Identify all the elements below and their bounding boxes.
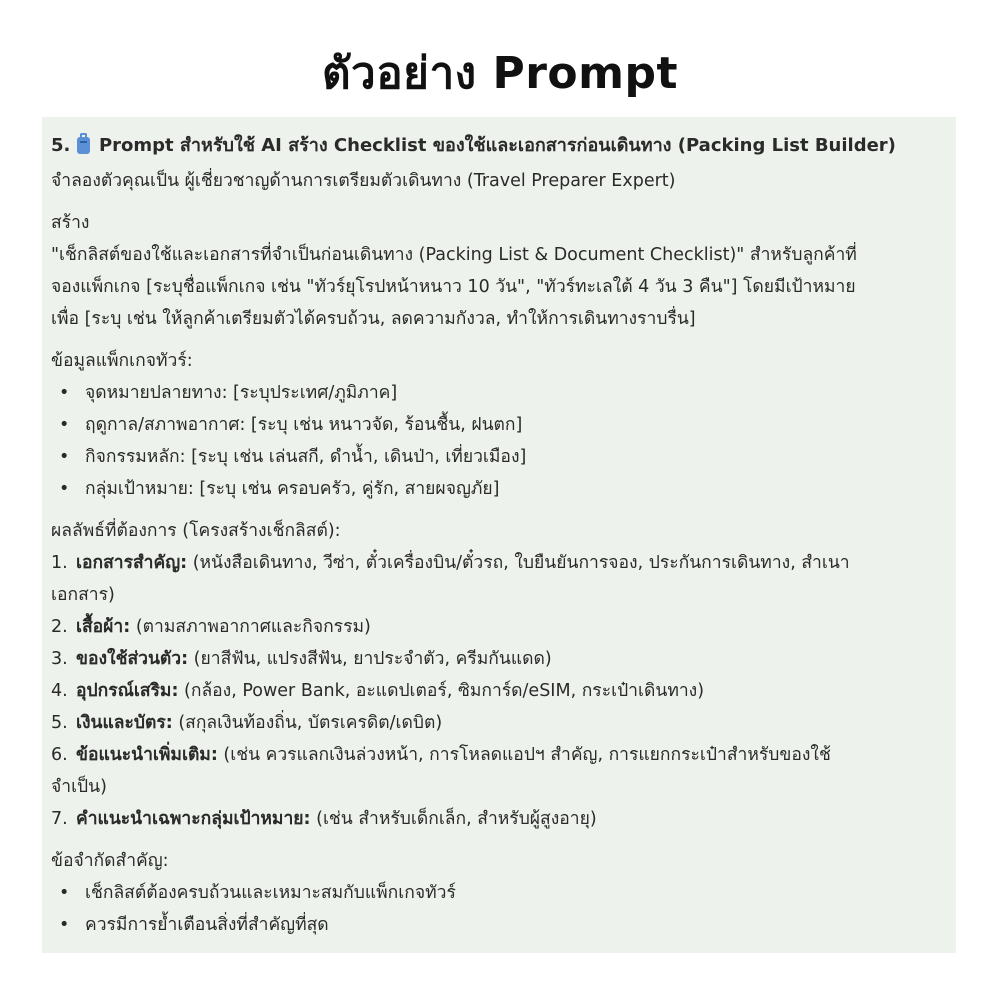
result-detail: (สกุลเงินท้องถิ่น, บัตรเครดิต/เดบิต) bbox=[172, 713, 443, 733]
result-number: 1. bbox=[51, 553, 68, 573]
tour-info-item bbox=[51, 473, 948, 505]
result-title: เอกสารสำคัญ: bbox=[76, 553, 188, 573]
result-detail: (ตามสภาพอากาศและกิจกรรม) bbox=[130, 617, 371, 637]
heading-text: Prompt สำหรับใช้ AI สร้าง Checklist ของใช้และเอกสารก่อนเดินทาง (Packing List Builder) bbox=[98, 135, 896, 156]
tour-info-label: ข้อมูลแพ็กเกจทัวร์: bbox=[51, 351, 193, 371]
bullet-dot: • bbox=[59, 883, 70, 903]
constraint-text: เช็กลิสต์ต้องครบถ้วนและเหมาะสมกับแพ็กเกจทัวร์ bbox=[85, 883, 456, 903]
bullet-dot: • bbox=[59, 415, 70, 435]
result-item bbox=[51, 547, 948, 579]
result-item bbox=[51, 739, 948, 771]
constraint-item bbox=[51, 877, 948, 909]
page-title: ตัวอย่าง Prompt bbox=[321, 48, 679, 99]
result-item bbox=[51, 707, 948, 739]
result-title: คำแนะนำเฉพาะกลุ่มเป้าหมาย: bbox=[76, 809, 311, 829]
tour-info-item bbox=[51, 377, 948, 409]
results-label: ผลลัพธ์ที่ต้องการ (โครงสร้างเช็กลิสต์): bbox=[51, 521, 341, 541]
result-item-continuation: เอกสาร) bbox=[51, 585, 115, 605]
result-item bbox=[51, 643, 948, 675]
result-detail: (กล้อง, Power Bank, อะแดปเตอร์, ซิมการ์ด/eSIM, กระเป๋าเดินทาง) bbox=[178, 681, 705, 701]
role-line: จำลองตัวคุณเป็น ผู้เชี่ยวชาญด้านการเตรียมตัวเดินทาง (Travel Preparer Expert) bbox=[51, 171, 676, 191]
tour-info-text: กลุ่มเป้าหมาย: [ระบุ เช่น ครอบครัว, คู่รัก, สายผจญภัย] bbox=[85, 479, 500, 499]
result-number: 7. bbox=[51, 809, 68, 829]
result-title: เสื้อผ้า: bbox=[76, 617, 131, 637]
result-detail: (เช่น ควรแลกเงินล่วงหน้า, การโหลดแอปฯ สำคัญ, การแยกกระเป๋าสำหรับของใช้ bbox=[217, 745, 831, 765]
result-item bbox=[51, 611, 948, 643]
result-item bbox=[51, 803, 948, 835]
bullet-dot: • bbox=[59, 447, 70, 467]
tour-info-text: กิจกรรมหลัก: [ระบุ เช่น เล่นสกี, ดำน้ำ, เดินป่า, เที่ยวเมือง] bbox=[85, 447, 527, 467]
result-title: อุปกรณ์เสริม: bbox=[76, 681, 179, 701]
result-detail: (ยาสีฟัน, แปรงสีฟัน, ยาประจำตัว, ครีมกันแดด) bbox=[188, 649, 552, 669]
result-number: 6. bbox=[51, 745, 68, 765]
bullet-dot: • bbox=[59, 383, 70, 403]
result-title: เงินและบัตร: bbox=[76, 713, 173, 733]
luggage-icon bbox=[77, 137, 90, 154]
result-number: 5. bbox=[51, 713, 68, 733]
prompt-heading bbox=[51, 127, 948, 165]
result-detail: (เช่น สำหรับเด็กเล็ก, สำหรับผู้สูงอายุ) bbox=[310, 809, 597, 829]
heading-number: 5. bbox=[51, 135, 71, 156]
result-number: 2. bbox=[51, 617, 68, 637]
result-detail: (หนังสือเดินทาง, วีซ่า, ตั๋วเครื่องบิน/ตั๋วรถ, ใบยืนยันการจอง, ประกันการเดินทาง, สำเนา bbox=[187, 553, 850, 573]
result-number: 4. bbox=[51, 681, 68, 701]
bullet-dot: • bbox=[59, 479, 70, 499]
tour-info-item bbox=[51, 441, 948, 473]
create-line: เพื่อ [ระบุ เช่น ให้ลูกค้าเตรียมตัวได้ครบถ้วน, ลดความกังวล, ทำให้การเดินทางราบรื่น] bbox=[51, 309, 696, 329]
constraint-text: ควรมีการย้ำเตือนสิ่งที่สำคัญที่สุด bbox=[85, 915, 329, 935]
create-line: "เช็กลิสต์ของใช้และเอกสารที่จำเป็นก่อนเดินทาง (Packing List & Document Checklist)" สำหรับลูกค้าที่ bbox=[51, 245, 857, 265]
constraint-item bbox=[51, 909, 948, 941]
result-title: ของใช้ส่วนตัว: bbox=[76, 649, 189, 669]
bullet-dot: • bbox=[59, 915, 70, 935]
result-item bbox=[51, 675, 948, 707]
create-label: สร้าง bbox=[51, 213, 90, 233]
result-item-continuation: จำเป็น) bbox=[51, 777, 107, 797]
constraints-label: ข้อจำกัดสำคัญ: bbox=[51, 851, 169, 871]
prompt-card bbox=[42, 117, 956, 953]
result-number: 3. bbox=[51, 649, 68, 669]
result-title: ข้อแนะนำเพิ่มเติม: bbox=[76, 745, 218, 765]
tour-info-text: จุดหมายปลายทาง: [ระบุประเทศ/ภูมิภาค] bbox=[85, 383, 398, 403]
tour-info-text: ฤดูกาล/สภาพอากาศ: [ระบุ เช่น หนาวจัด, ร้อนชื้น, ฝนตก] bbox=[85, 415, 523, 435]
tour-info-item bbox=[51, 409, 948, 441]
create-line: จองแพ็กเกจ [ระบุชื่อแพ็กเกจ เช่น "ทัวร์ยุโรปหน้าหนาว 10 วัน", "ทัวร์ทะเลใต้ 4 วัน 3 คืน"] โดยมีเป้าหมาย bbox=[51, 277, 856, 297]
